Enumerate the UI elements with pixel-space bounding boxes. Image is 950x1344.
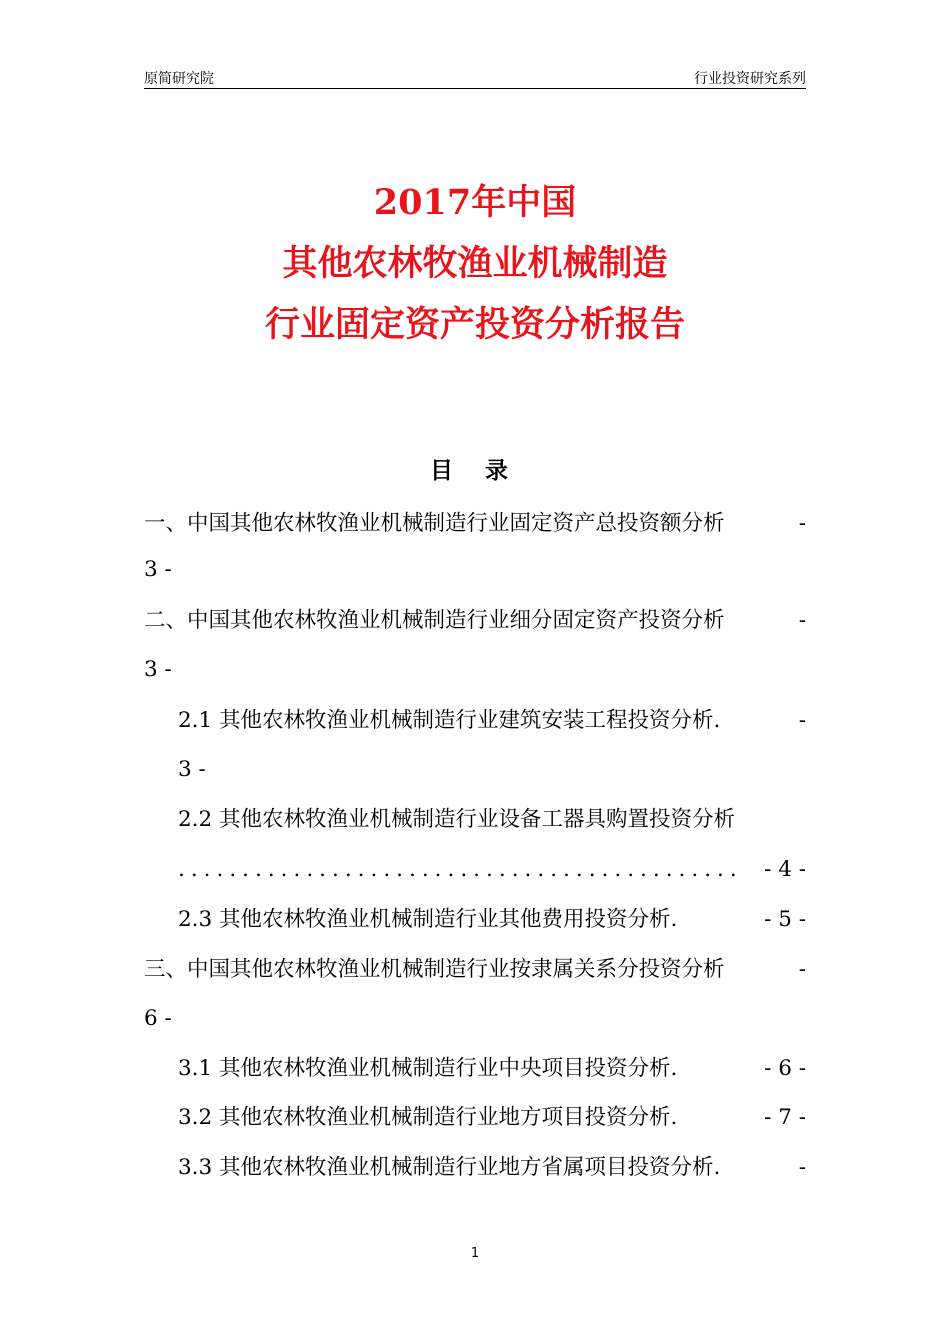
toc-entry-page: - [798,511,806,536]
toc-entry-text: 二、中国其他农林牧渔业机械制造行业细分固定资产投资分析 [144,608,725,633]
toc-entry[interactable] [178,1148,806,1188]
toc-entry-page: - [798,608,806,633]
page-header [144,62,806,89]
toc-entry-leader [178,850,806,890]
toc-entry-page: - 6 - [764,1056,806,1081]
toc-entry[interactable] [178,701,806,741]
toc-entry-page: - [798,957,806,982]
toc-entry-page-wrap: 6 - [144,1006,172,1031]
toc-entry-page-wrap: 3 - [144,557,172,582]
toc-entry-text: 3.1 其他农林牧渔业机械制造行业中央项目投资分析. [178,1056,678,1081]
toc-entry[interactable] [178,1049,806,1089]
title-line-3: 行业固定资产投资分析报告 [264,304,685,345]
toc-entry-page: - 4 - [764,857,806,882]
toc-entry-text: 一、中国其他农林牧渔业机械制造行业固定资产总投资额分析 [144,511,725,536]
title-line-1: 2017年中国 [373,182,577,223]
toc-entry[interactable]: 2.2 其他农林牧渔业机械制造行业设备工器具购置投资分析 [178,807,736,832]
toc-entry-text: 三、中国其他农林牧渔业机械制造行业按隶属关系分投资分析 [144,957,725,982]
toc-entry-page: - [798,708,806,733]
toc-entry[interactable] [178,1098,806,1138]
report-title [0,172,950,355]
toc-entry[interactable] [178,900,806,940]
toc-entry-page: - 7 - [764,1105,806,1130]
page-number: 1 [470,1246,480,1261]
toc-entry-page: - [798,1155,806,1180]
toc-entry[interactable] [144,601,806,641]
toc-entry-page-wrap: 3 - [144,657,172,682]
toc-entry-page: - 5 - [764,907,806,932]
header-org: 原简研究院 [144,71,214,87]
header-series: 行业投资研究系列 [694,71,806,87]
toc-entry-text: 2.3 其他农林牧渔业机械制造行业其他费用投资分析. [178,907,678,932]
toc-entry[interactable] [144,504,806,544]
toc-entry-text: 3.3 其他农林牧渔业机械制造行业地方省属项目投资分析. [178,1155,721,1180]
toc-entry-text: 3.2 其他农林牧渔业机械制造行业地方项目投资分析. [178,1105,678,1130]
title-line-2: 其他农林牧渔业机械制造 [282,243,668,284]
toc-heading: 目 录 [429,458,520,484]
toc-entry-page-wrap: 3 - [178,757,206,782]
toc-entry-text: 2.1 其他农林牧渔业机械制造行业建筑安装工程投资分析. [178,708,721,733]
toc-entry[interactable] [144,950,806,990]
toc-dot-leader: ............................................ [178,857,743,882]
